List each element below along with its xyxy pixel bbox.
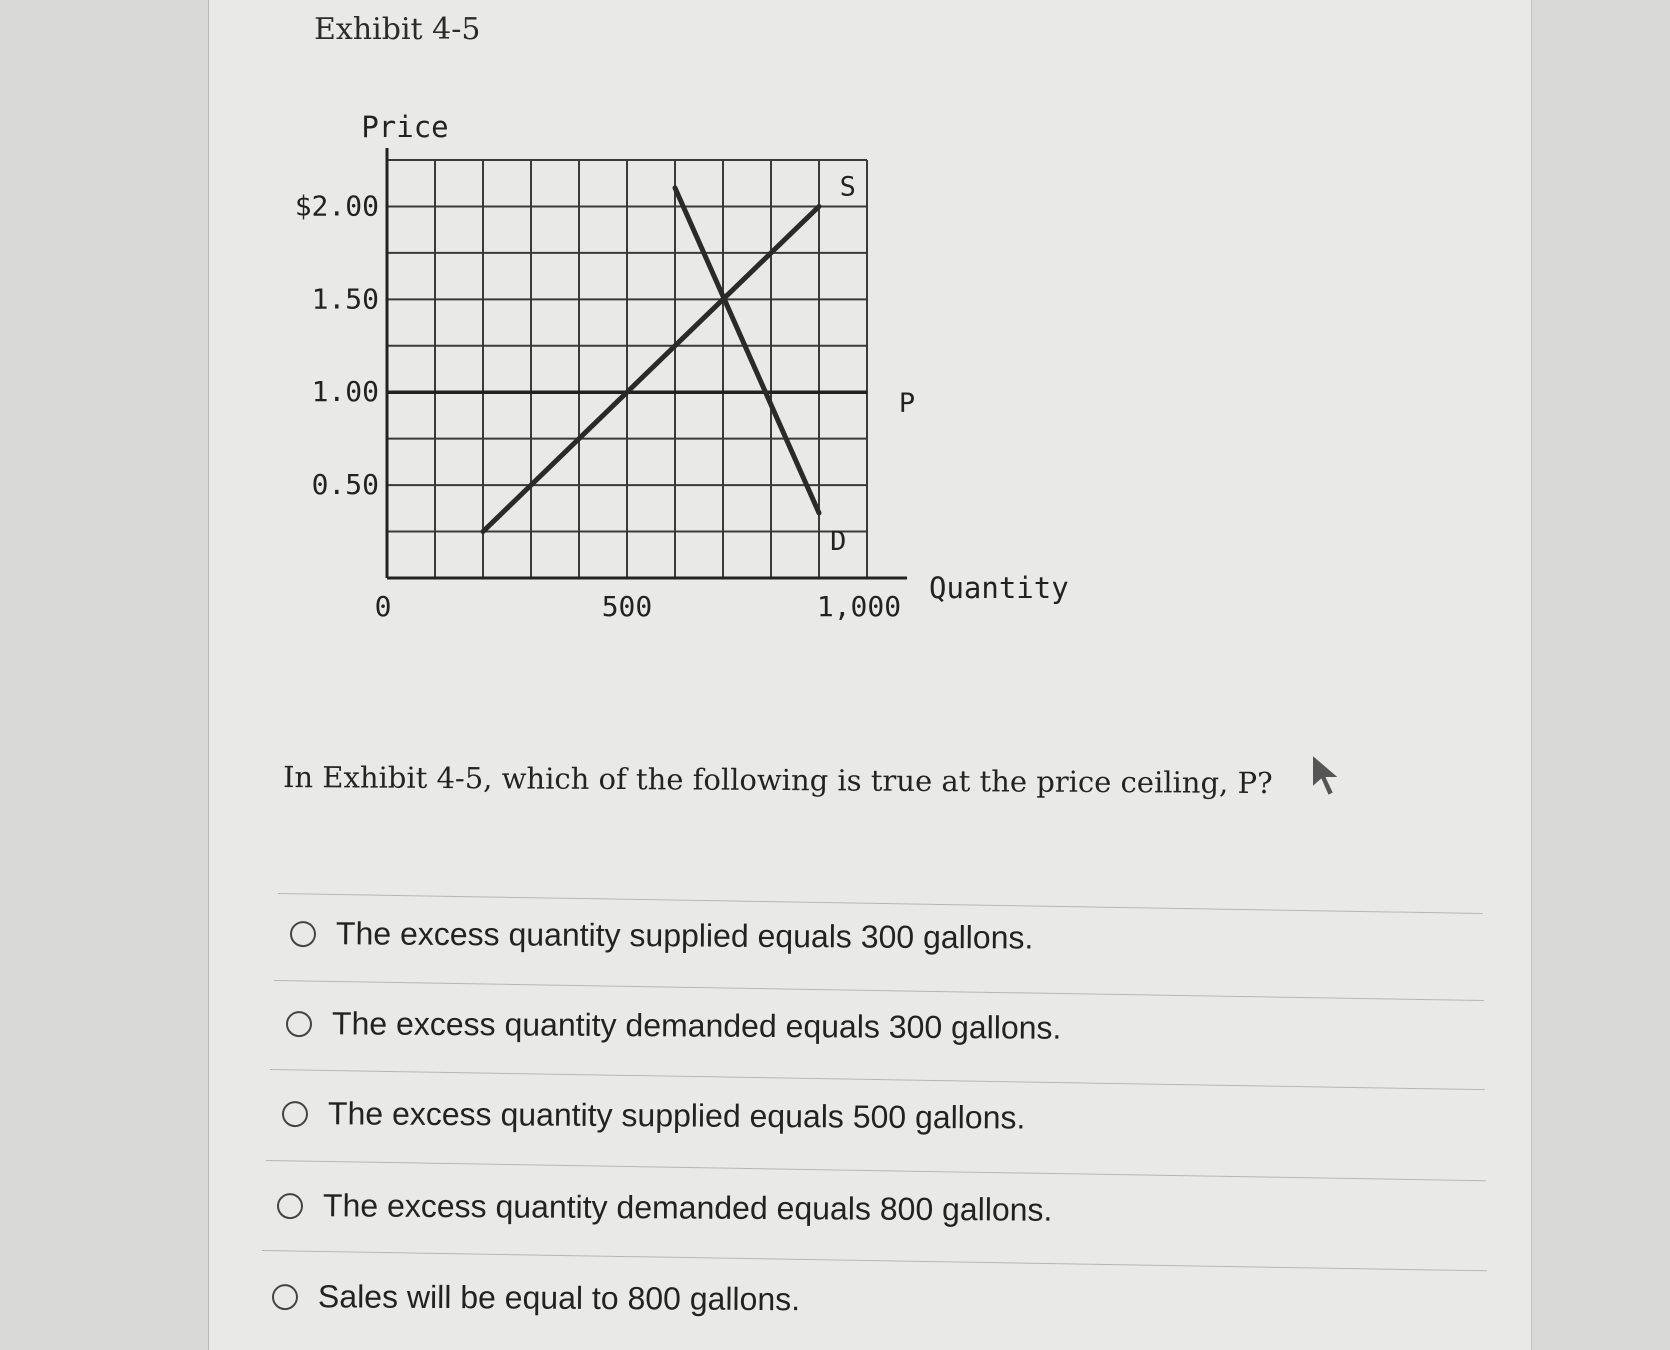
radio-button[interactable] bbox=[272, 1284, 298, 1310]
option-label: The excess quantity supplied equals 500 gallons. bbox=[327, 1095, 1026, 1136]
x-tick-label: 500 bbox=[601, 590, 653, 623]
option-label: Sales will be equal to 800 gallons. bbox=[317, 1278, 801, 1318]
chart-labels bbox=[295, 110, 1069, 623]
radio-button[interactable] bbox=[286, 1011, 312, 1037]
price-ceiling-label: P bbox=[898, 388, 916, 420]
radio-button[interactable] bbox=[282, 1101, 308, 1127]
chart-grid bbox=[387, 148, 907, 578]
question-text: In Exhibit 4-5, which of the following is true at the price ceiling, P? bbox=[282, 760, 1273, 801]
demand-label: D bbox=[830, 526, 847, 558]
y-tick-label: 1.50 bbox=[311, 282, 379, 316]
x-tick-label: 1,000 bbox=[816, 590, 902, 623]
option-label: The excess quantity demanded equals 300 gallons. bbox=[331, 1005, 1062, 1046]
y-tick-label: 0.50 bbox=[311, 468, 379, 502]
y-tick-label: $2.00 bbox=[294, 189, 379, 223]
mouse-pointer-icon bbox=[1310, 752, 1346, 802]
y-axis-label: Price bbox=[361, 110, 449, 144]
demand-curve bbox=[675, 188, 819, 513]
radio-button[interactable] bbox=[290, 921, 316, 947]
option-label: The excess quantity supplied equals 300 gallons. bbox=[335, 915, 1034, 956]
option-label: The excess quantity demanded equals 800 gallons. bbox=[322, 1187, 1053, 1228]
radio-button[interactable] bbox=[277, 1193, 303, 1219]
y-tick-label: 1.00 bbox=[311, 375, 379, 409]
supply-curve bbox=[483, 206, 819, 531]
exhibit-title: Exhibit 4-5 bbox=[314, 12, 481, 47]
x-axis-label: Quantity bbox=[929, 571, 1069, 605]
supply-label: S bbox=[839, 171, 856, 203]
answer-option[interactable] bbox=[272, 1278, 800, 1318]
x-tick-label: 0 bbox=[374, 590, 392, 623]
answer-option[interactable] bbox=[290, 915, 1034, 957]
answer-option[interactable] bbox=[282, 1095, 1026, 1137]
answer-option[interactable] bbox=[286, 1005, 1062, 1047]
answer-option[interactable] bbox=[277, 1187, 1053, 1229]
